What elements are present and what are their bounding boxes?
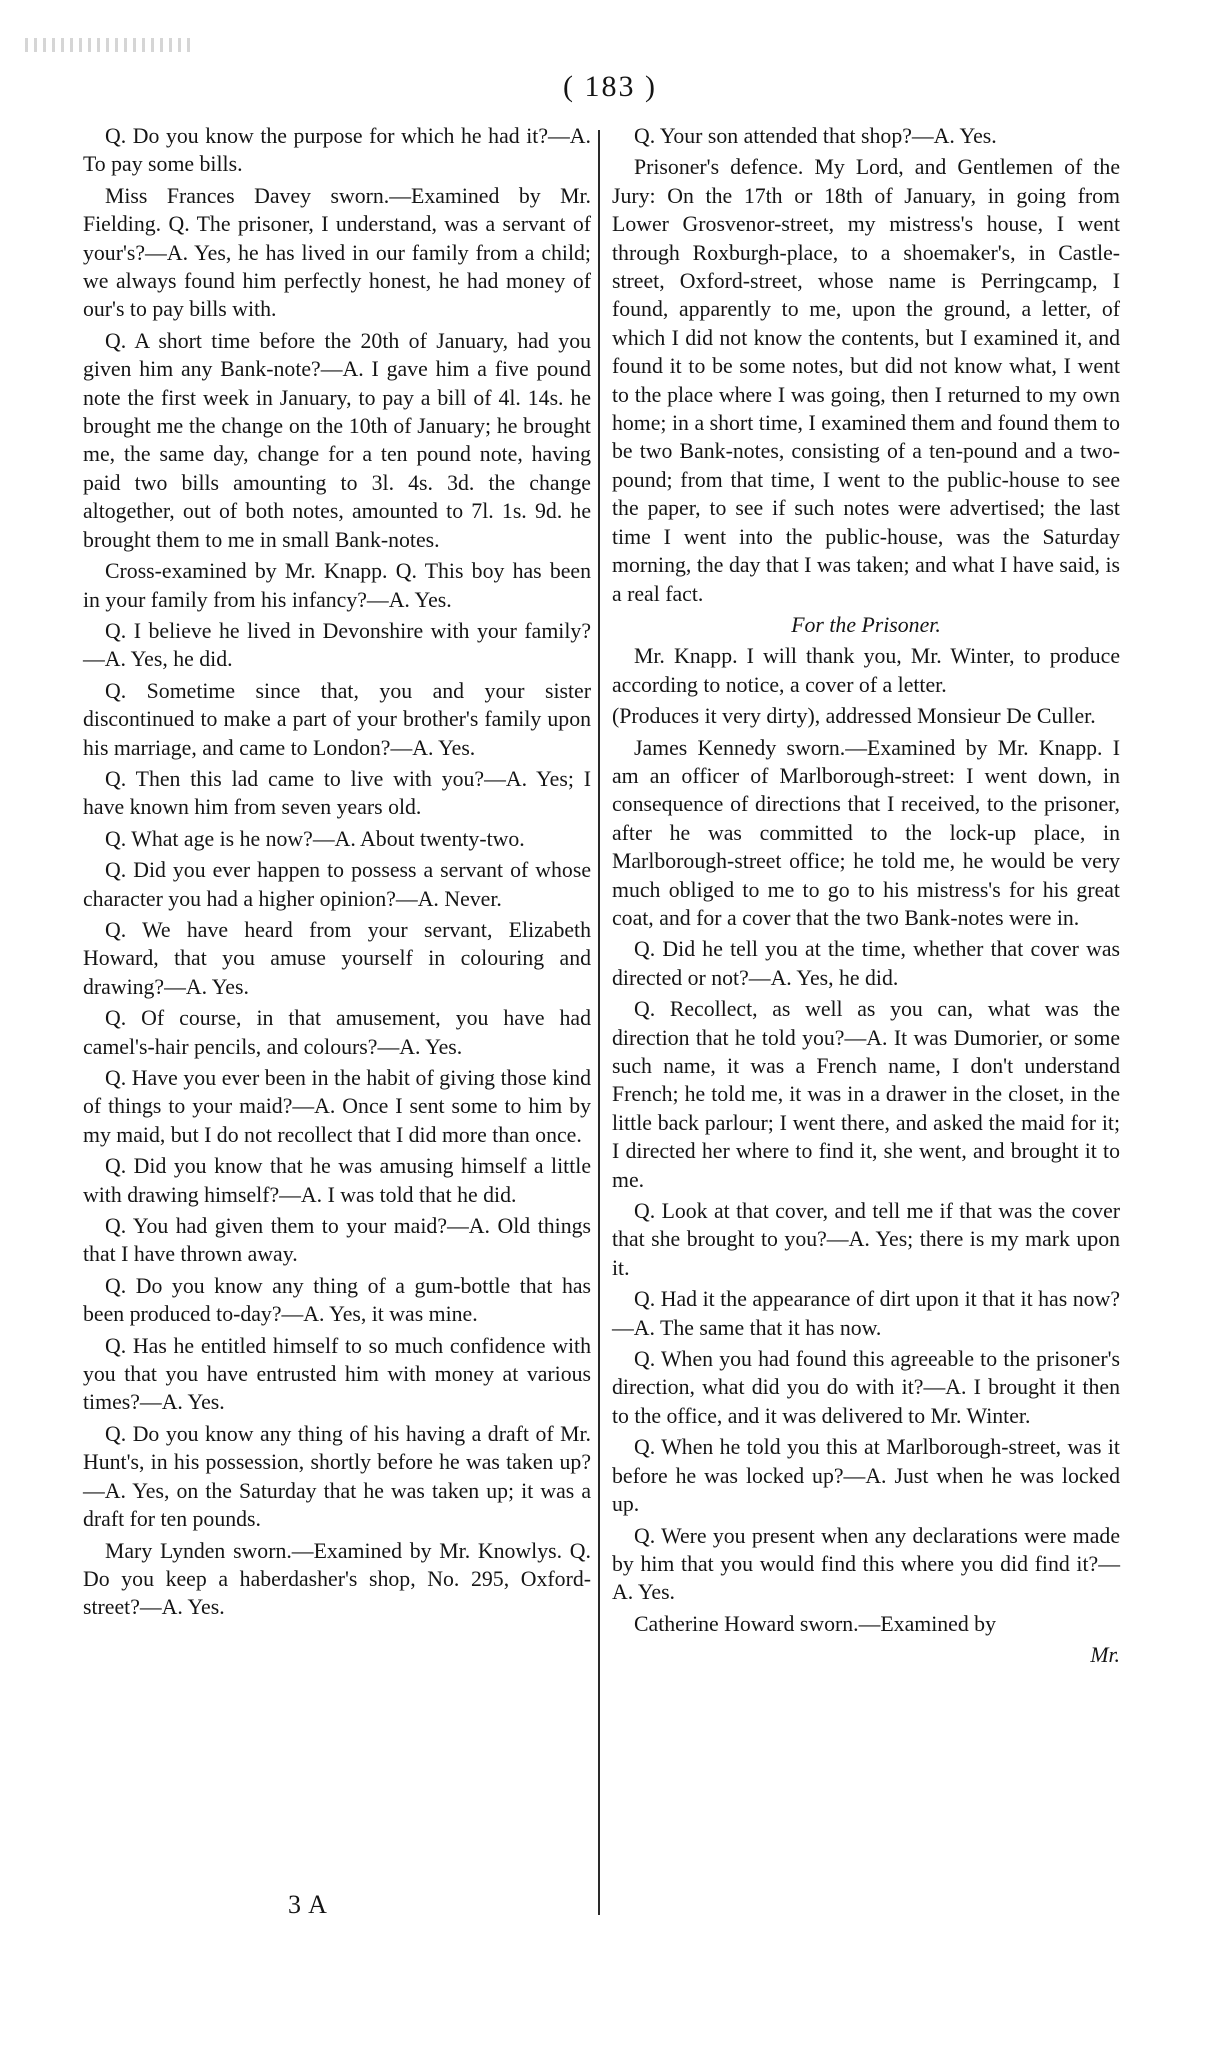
paragraph: Catherine Howard sworn.—Examined by [634, 1611, 996, 1636]
paragraph: Q. Has he entitled himself to so much confidence with you that you have entrusted him with money at various times?—A. Yes. [83, 1333, 591, 1415]
paragraph: Mary Lynden sworn.—Examined by Mr. Knowlys. Q. Do you keep a haberdasher's shop, No. 295, Oxford-street?—A. Yes. [83, 1538, 591, 1620]
paragraph: Q. When he told you this at Marlborough-street, was it before he was locked up?—A. Just when he was locked up. [612, 1435, 1120, 1517]
paragraph: Q. Recollect, as well as you can, what was the direction that he told you?—A. It was Dumorier, or some such name, it was a French name, I don't understand French; he told me, it was in a drawer in the closet, in the little back parlour; I went there, and asked the maid for it; I directed her where to find it, she went, and brought it to me. [612, 997, 1120, 1192]
paragraph: Q. Were you present when any declarations were made by him that you would find this where you did find it?—A. Yes. [612, 1523, 1120, 1605]
column-divider [598, 130, 600, 1915]
paragraph: Q. Did you ever happen to possess a servant of whose character you had a higher opinion?—A. Never. [83, 858, 591, 911]
paragraph: Q. Do you know any thing of a gum-bottle that has been produced to-day?—A. Yes, it was mine. [83, 1273, 591, 1327]
paragraph: Q. You had given them to your maid?—A. Old things that I have thrown away. [83, 1214, 591, 1267]
paragraph: Q. Of course, in that amusement, you have had camel's-hair pencils, and colours?—A. Yes. [83, 1006, 591, 1059]
paragraph: Q. When you had found this agreeable to the prisoner's direction, what did you do with it?—A. I brought it then to the office, and it was delivered to Mr. Winter. [612, 1347, 1120, 1428]
ink-smudge [25, 38, 195, 52]
paragraph: Q. A short time before the 20th of January, had you given him any Bank-note?—A. I gave him a five pound note the first week in January, to pay a bill of 4l. 14s. he brought me the change on the 10th of January; he brought me, the same day, change for a ten pound note, having paid two bills amounting to 3l. 4s. 3d. the change altogether, out of both notes, amounted to 7l. 1s. 9d. he brought them to me in small Bank-notes. [83, 328, 591, 552]
paragraph: Q. We have heard from your servant, Elizabeth Howard, that you amuse yourself in colouring and drawing?—A. Yes. [83, 917, 591, 999]
left-column [83, 122, 591, 1625]
paragraph: Q. Do you know the purpose for which he had it?—A. To pay some bills. [83, 124, 591, 177]
paragraph: Mr. Knapp. I will thank you, Mr. Winter, to produce according to notice, a cover of a letter. [612, 644, 1120, 697]
paragraph: Miss Frances Davey sworn.—Examined by Mr. Fielding. Q. The prisoner, I understand, was a servant of your's?—A. Yes, he has lived in our family from a child; we always found him perfectly honest, he had money of our's to pay bills with. [83, 183, 591, 322]
page-number: ( 183 ) [563, 70, 657, 103]
paragraph: Q. Look at that cover, and tell me if that was the cover that she brought to you?—A. Yes; there is my mark upon it. [612, 1199, 1120, 1280]
paragraph: Q. Did he tell you at the time, whether that cover was directed or not?—A. Yes, he did. [612, 937, 1120, 990]
paragraph: Q. Your son attended that shop?—A. Yes. [634, 124, 997, 148]
paragraph: Q. Had it the appearance of dirt upon it that it has now?—A. The same that it has now. [612, 1287, 1120, 1340]
paragraph: Q. What age is he now?—A. About twenty-two. [105, 826, 525, 851]
catchword: Mr. [1090, 1643, 1120, 1668]
paragraph: Q. Do you know any thing of his having a draft of Mr. Hunt's, in his possession, shortly before he was taken up?—A. Yes, on the Saturday that he was taken up; it was a draft for ten pounds. [83, 1421, 591, 1532]
section-heading: For the Prisoner. [791, 612, 941, 637]
paragraph: Q. Sometime since that, you and your sister discontinued to make a part of your brother's family upon his marriage, and came to London?—A. Yes. [83, 678, 591, 760]
paragraph: Cross-examined by Mr. Knapp. Q. This boy has been in your family from his infancy?—A. Yes. [83, 559, 591, 612]
paragraph: Q. Have you ever been in the habit of giving those kind of things to your maid?—A. Once I sent some to him by my maid, but I do not recollect that I did more than once. [83, 1066, 591, 1147]
printer-signature: 3 A [288, 1890, 328, 1919]
paragraph: Q. I believe he lived in Devonshire with your family?—A. Yes, he did. [83, 618, 591, 672]
paragraph: (Produces it very dirty), addressed Monsieur De Culler. [612, 704, 1096, 729]
paragraph: Q. Then this lad came to live with you?—A. Yes; I have known him from seven years old. [83, 766, 591, 820]
paragraph: Q. Did you know that he was amusing himself a little with drawing himself?—A. I was told that he did. [83, 1154, 591, 1207]
paragraph: James Kennedy sworn.—Examined by Mr. Knapp. I am an officer of Marlborough-street: I went down, in consequence of directions that I received, to the prisoner, after he was committed to the lock-up place, in Marlborough-street office; he told me, he would be very much obliged to me to go to his mistress's for his great coat, and for a cover that the two Bank-notes were in. [612, 735, 1120, 930]
right-column [612, 122, 1120, 1673]
paragraph: Prisoner's defence. My Lord, and Gentlemen of the Jury: On the 17th or 18th of January, in going from Lower Grosvenor-street, my mistress's house, I went through Roxburgh-place, to a shoemaker's, in Castle-street, Oxford-street, whose name is Perringcamp, I found, apparently to me, upon the ground, a letter, of which I did not know the contents, but I examined it, and found it to be some notes, but did not know what, I went to the place where I was going, then I returned to my own home; in a short time, I examined them and found them to be two Bank-notes, consisting of a ten-pound and a two-pound; from that time, I went to the public-house to see the paper, to see if such notes were advertised; the last time I went into the public-house, was the Saturday morning, the day that I was taken; and what I have said, is a real fact. [612, 155, 1120, 606]
